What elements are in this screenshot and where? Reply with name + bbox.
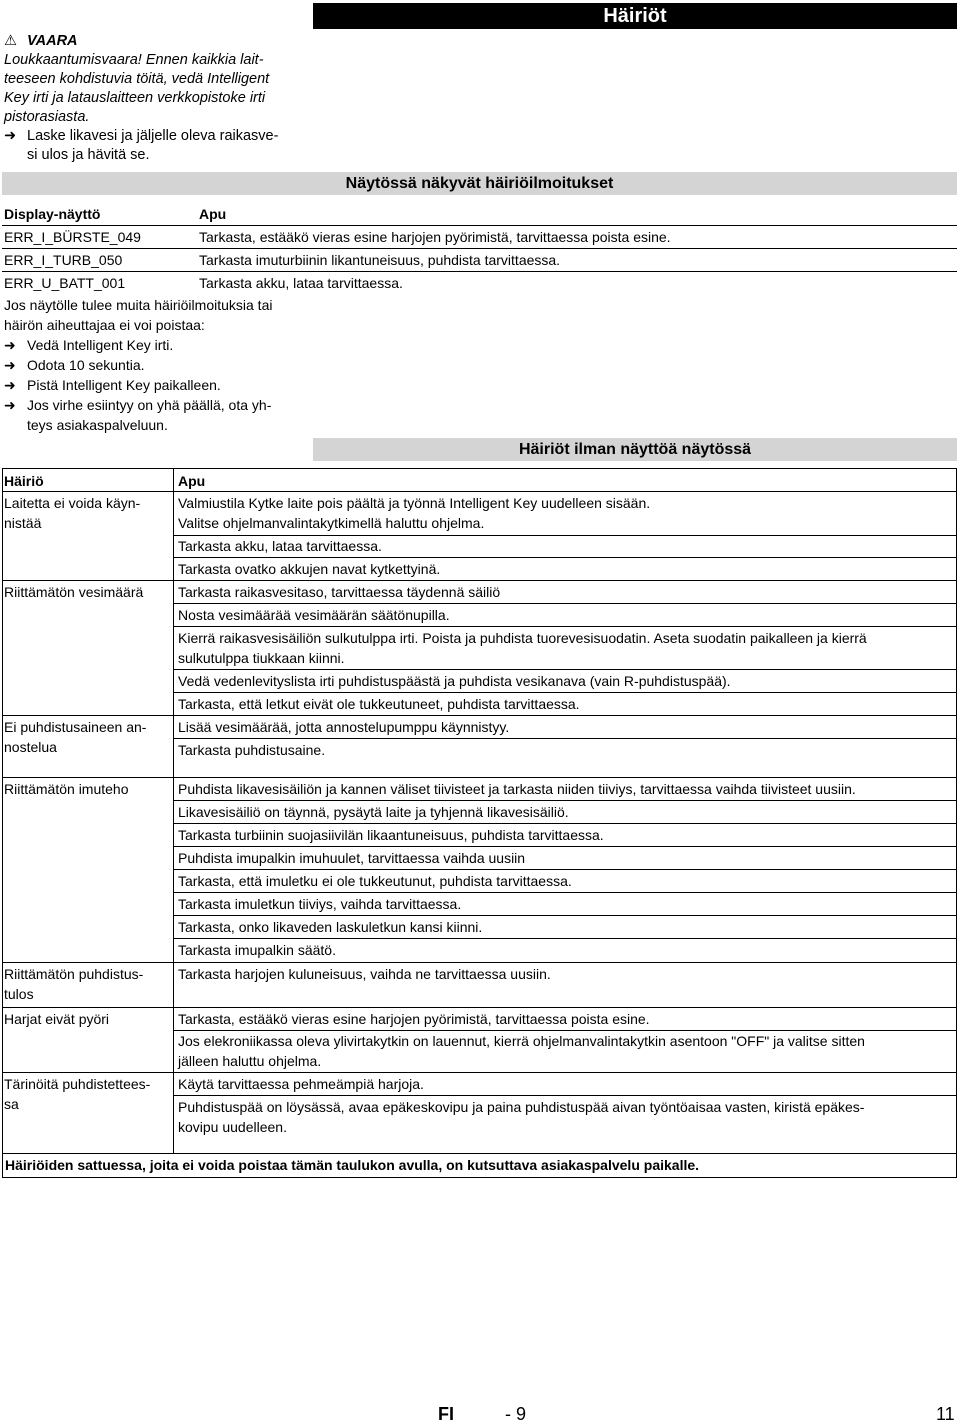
row-separator (2, 1007, 173, 1008)
display-section-title: Näytössä näkyvät häiriöilmoitukset (2, 172, 957, 195)
display-col-header-help: Apu (199, 206, 227, 222)
help-line: kovipu uudelleen. (178, 1119, 287, 1135)
warning-title-row (4, 32, 304, 51)
help-cell: Tarkasta imuletkun tiiviys, vaihda tarvittaessa. (178, 896, 462, 912)
help-cell: Nosta vesimäärää vesimäärän säätönupilla. (178, 607, 450, 623)
fault-line: tulos (4, 986, 34, 1002)
help-separator (173, 692, 956, 693)
help-line: Jos elekroniikassa oleva ylivirtakytkin on lauennut, kierrä ohjelmanvalintakytkin asentoon "OFF" ja valitse sitten (178, 1033, 865, 1049)
intro-line: häirön aiheuttajaa ei voi poistaa: (4, 317, 205, 333)
warning-step (4, 127, 304, 165)
help-separator (173, 580, 956, 581)
help-cell: Tarkasta raikasvesitaso, tarvittaessa täydennä säiliö (178, 584, 501, 600)
help-separator (173, 603, 956, 604)
help-cell: Tarkasta imupalkin säätö. (178, 942, 336, 958)
table-footer-note: Häiriöiden sattuessa, joita ei voida poistaa tämän taulukon avulla, on kutsuttava asiakaspalvelu paikalle. (5, 1157, 700, 1173)
help-col-header: Apu (178, 473, 206, 489)
arrow-right-icon: ➜ (4, 128, 17, 144)
help-line: Puhdistuspää on löysässä, avaa epäkeskovipu ja paina puhdistuspää aivan työntöaisaa vasten, kiristä epäkes- (178, 1099, 865, 1115)
step (4, 335, 314, 355)
help-cell: Tarkasta ovatko akkujen navat kytkettyinä. (178, 561, 441, 577)
help-separator (173, 777, 956, 778)
help-separator (173, 846, 956, 847)
help-cell: Käytä tarvittaessa pehmeämpiä harjoja. (178, 1076, 424, 1092)
warning-line: Key irti ja latauslaitteen verkkopistoke irti (4, 90, 266, 106)
fault-cell (4, 779, 129, 799)
table-divider (2, 1153, 957, 1154)
help-separator (173, 557, 956, 558)
help-separator (173, 491, 956, 492)
step-text: teys asiakaspalveluun. (27, 417, 168, 433)
table-border-top (2, 468, 957, 469)
nodisplay-section-title: Häiriöt ilman näyttöä näytössä (313, 438, 957, 461)
error-code: ERR_U_BATT_001 (4, 275, 126, 291)
fault-cell (4, 964, 143, 1004)
table-border-bottom (2, 1177, 957, 1178)
error-code: ERR_I_TURB_050 (4, 252, 123, 268)
divider (2, 225, 957, 226)
intro-line: Jos näytölle tulee muita häiriöilmoituksia tai (4, 297, 273, 313)
warning-block (4, 32, 304, 165)
help-cell: Valmiustila Kytke laite pois päältä ja työnnä Intelligent Key uudelleen sisään. (178, 495, 651, 511)
footer-language: FI (438, 1404, 454, 1424)
fault-line: Riittämätön puhdistus- (4, 966, 144, 982)
help-cell: Lisää vesimäärää, jotta annostelupumppu käynnistyy. (178, 719, 510, 735)
help-cell: Tarkasta turbiinin suojasiivilän likaantuneisuus, puhdista tarvittaessa. (178, 827, 604, 843)
row-separator (2, 777, 173, 778)
error-code: ERR_I_BÜRSTE_049 (4, 229, 141, 245)
warning-step-line: si ulos ja hävitä se. (27, 147, 150, 163)
row-separator (2, 715, 173, 716)
help-separator (173, 800, 956, 801)
step (4, 355, 314, 375)
row-separator (2, 962, 173, 963)
help-cell: Likavesisäiliö on täynnä, pysäytä laite ja tyhjennä likavesisäiliö. (178, 804, 569, 820)
help-cell: Tarkasta akku, lataa tarvittaessa. (178, 538, 382, 554)
fault-line: Riittämätön imuteho (4, 781, 129, 797)
help-cell: Tarkasta, estääkö vieras esine harjojen pyörimistä, tarvittaessa poista esine. (178, 1011, 650, 1027)
error-help: Tarkasta imuturbiinin likantuneisuus, puhdista tarvittaessa. (199, 252, 561, 268)
fault-line: Harjat eivät pyöri (4, 1011, 110, 1027)
fault-cell (4, 717, 146, 757)
help-cell: Tarkasta harjojen kuluneisuus, vaihda ne tarvittaessa uusiin. (178, 966, 551, 982)
warning-line: teeseen kohdistuvia töitä, vedä Intelligent (4, 71, 270, 87)
fault-cell (4, 582, 143, 602)
arrow-right-icon: ➜ (4, 357, 16, 373)
help-cell: Tarkasta puhdistusaine. (178, 742, 326, 758)
footer-page-ref: - 9 (505, 1404, 527, 1424)
fault-line: Laitetta ei voida käyn- (4, 495, 141, 511)
page-header: Häiriöt (313, 3, 957, 29)
help-separator (173, 1007, 956, 1008)
help-separator (173, 1095, 956, 1096)
row-separator (2, 580, 173, 581)
help-cell: Tarkasta, että imuletku ei ole tukkeutunut, puhdista tarvittaessa. (178, 873, 572, 889)
help-separator (173, 938, 956, 939)
arrow-right-icon: ➜ (4, 337, 16, 353)
step-text: Jos virhe esiintyy on yhä päällä, ota yh- (27, 397, 272, 413)
help-separator (173, 892, 956, 893)
step-text: Vedä Intelligent Key irti. (27, 337, 174, 353)
step-text: Pistä Intelligent Key paikalleen. (27, 377, 221, 393)
help-line: Kierrä raikasvesisäiliön sulkutulppa irti. Poista ja puhdista tuorevesisuodatin. Aseta suodatin paikalleen ja kierrä (178, 630, 867, 646)
help-cell (178, 1097, 864, 1137)
help-separator (173, 869, 956, 870)
table-border-right (956, 468, 957, 1178)
error-help: Tarkasta, estääkö vieras esine harjojen pyörimistä, tarvittaessa poista esine. (199, 229, 671, 245)
help-cell: Valitse ohjelmanvalintakytkimellä haluttu ohjelma. (178, 515, 485, 531)
arrow-right-icon: ➜ (4, 397, 16, 413)
warning-line: Loukkaantumisvaara! Ennen kaikkia lait- (4, 52, 264, 68)
row-separator (2, 491, 173, 492)
fault-line: sa (4, 1096, 19, 1112)
arrow-right-icon: ➜ (4, 377, 16, 393)
error-help: Tarkasta akku, lataa tarvittaessa. (199, 275, 403, 291)
fault-cell (4, 493, 140, 533)
fault-line: Riittämätön vesimäärä (4, 584, 144, 600)
warning-triangle-icon: ⚠ (4, 33, 17, 49)
help-cell (178, 628, 867, 668)
help-separator (173, 669, 956, 670)
help-cell (178, 1031, 865, 1071)
help-separator (173, 962, 956, 963)
help-line: sulkutulppa tiukkaan kiinni. (178, 650, 345, 666)
help-cell: Puhdista likavesisäiliön ja kannen väliset tiivisteet ja tarkasta niiden tiiviys, tarvittaessa vaihda tiivisteet uusiin. (178, 781, 856, 797)
step (4, 395, 314, 435)
help-separator (173, 715, 956, 716)
fault-cell (4, 1074, 150, 1114)
fault-cell (4, 1009, 109, 1029)
divider (2, 271, 957, 272)
help-cell: Tarkasta, että letkut eivät ole tukkeutuneet, puhdista tarvittaessa. (178, 696, 580, 712)
help-separator (173, 823, 956, 824)
help-line: jälleen haluttu ohjelma. (178, 1053, 322, 1069)
fault-col-header: Häiriö (4, 473, 44, 489)
warning-line: pistorasiasta. (4, 109, 90, 125)
fault-line: Ei puhdistusaineen an- (4, 719, 147, 735)
fault-line: Tärinöitä puhdistettees- (4, 1076, 151, 1092)
help-cell: Tarkasta, onko likaveden laskuletkun kansi kiinni. (178, 919, 483, 935)
divider (2, 248, 957, 249)
table-column-divider (173, 468, 174, 1154)
help-cell: Vedä vedenlevityslista irti puhdistuspäästä ja puhdista vesikanava (vain R-puhdistuspää). (178, 673, 731, 689)
step-text: Odota 10 sekuntia. (27, 357, 145, 373)
row-separator (2, 1072, 173, 1073)
warning-step-line: Laske likavesi ja jäljelle oleva raikasve- (27, 128, 279, 144)
fault-line: nostelua (4, 739, 57, 755)
help-cell: Puhdista imupalkin imuhuulet, tarvittaessa vaihda uusiin (178, 850, 526, 866)
help-separator (173, 915, 956, 916)
footer-page-number: 11 (936, 1404, 955, 1424)
other-messages-block (4, 295, 314, 435)
fault-line: nistää (4, 515, 42, 531)
step (4, 375, 314, 395)
help-separator (173, 738, 956, 739)
display-col-header-code: Display-näyttö (4, 206, 101, 222)
warning-title: VAARA (27, 33, 78, 49)
help-separator (173, 1072, 956, 1073)
help-separator (173, 626, 956, 627)
